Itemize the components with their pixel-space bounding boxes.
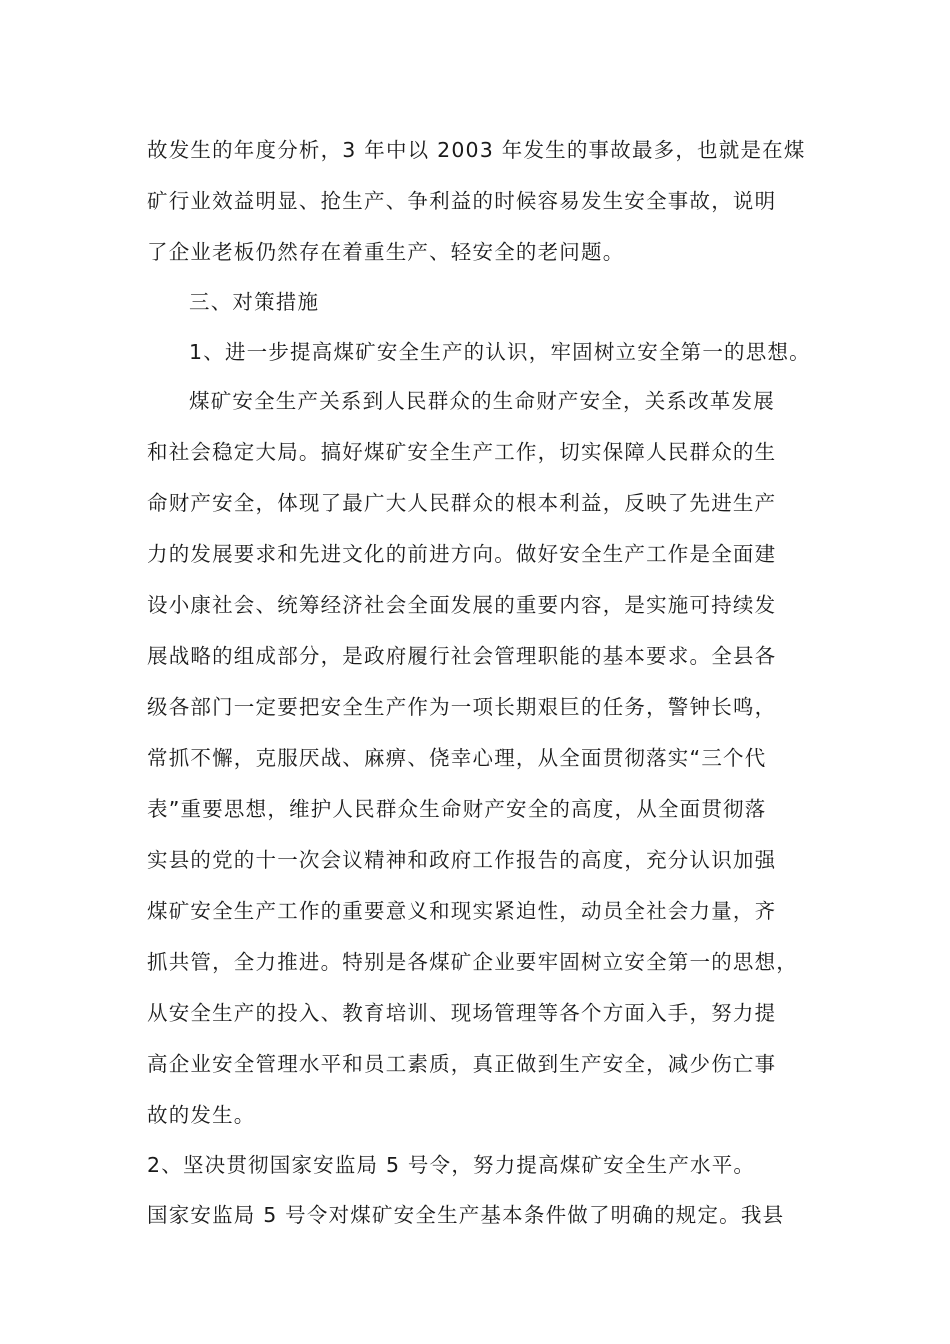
text-line: 命财产安全，体现了最广大人民群众的根本利益，反映了先进生产 [147,491,777,515]
text-line: 煤矿安全生产关系到人民群众的生命财产安全，关系改革发展 [189,389,775,413]
text-line: 级各部门一定要把安全生产作为一项长期艰巨的任务，警钟长鸣， [147,695,777,719]
text-line: 展战略的组成部分，是政府履行社会管理职能的基本要求。全县各 [147,644,777,668]
text-line: 从安全生产的投入、教育培训、现场管理等各个方面入手，努力提 [147,1001,777,1025]
text-line: 故的发生。 [147,1103,256,1127]
text-line: 国家安监局 5 号令对煤矿安全生产基本条件做了明确的规定。我县 [147,1203,785,1227]
text-line: 抓共管，全力推进。特别是各煤矿企业要牢固树立安全第一的思想， [147,950,798,974]
subsection-heading: 1、进一步提高煤矿安全生产的认识，牢固树立安全第一的思想。 [189,340,811,364]
text-line: 煤矿安全生产工作的重要意义和现实紧迫性，动员全社会力量，齐 [147,899,777,923]
subsection-heading: 2、坚决贯彻国家安监局 5 号令，努力提高煤矿安全生产水平。 [147,1153,756,1177]
text-line: 了企业老板仍然存在着重生产、轻安全的老问题。 [147,240,625,264]
text-line: 高企业安全管理水平和员工素质，真正做到生产安全，减少伤亡事 [147,1052,777,1076]
section-heading: 三、对策措施 [189,290,320,314]
text-line: 和社会稳定大局。搞好煤矿安全生产工作，切实保障人民群众的生 [147,440,777,464]
text-line: 力的发展要求和先进文化的前进方向。做好安全生产工作是全面建 [147,542,777,566]
text-line: 矿行业效益明显、抢生产、争利益的时候容易发生安全事故，说明 [147,189,777,213]
text-line: 故发生的年度分析，3 年中以 2003 年发生的事故最多，也就是在煤 [147,138,806,162]
text-line: 实县的党的十一次会议精神和政府工作报告的高度，充分认识加强 [147,848,777,872]
text-line: 表”重要思想，维护人民群众生命财产安全的高度，从全面贯彻落 [147,797,767,821]
text-line: 设小康社会、统筹经济社会全面发展的重要内容，是实施可持续发 [147,593,777,617]
text-line: 常抓不懈，克服厌战、麻痹、侥幸心理，从全面贯彻落实“三个代 [147,746,767,770]
